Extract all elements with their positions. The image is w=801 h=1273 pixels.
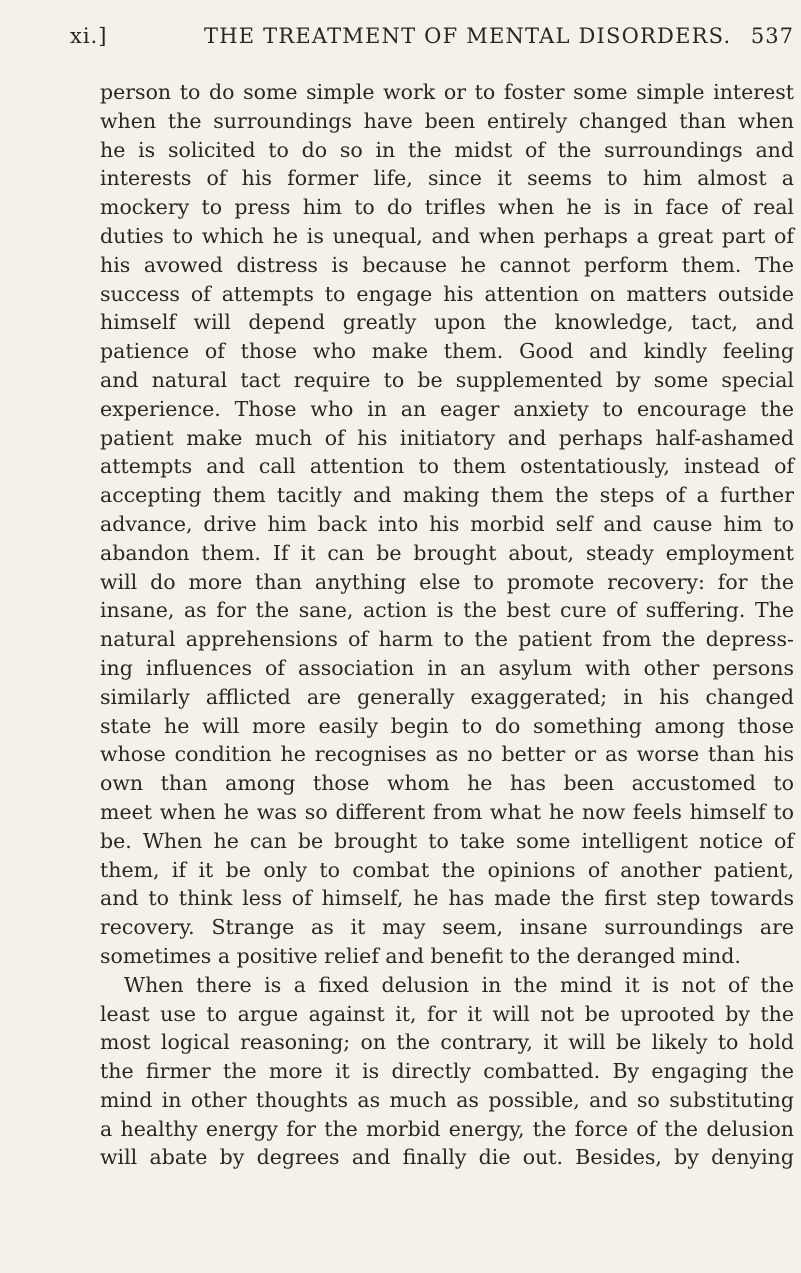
text-line: mockery to press him to do trifles when he is in face of real [100, 195, 794, 220]
text-line: attempts and call attention to them ostentatiously, instead of [100, 454, 794, 479]
text-line: sometimes a positive relief and benefit to the deranged mind. [100, 943, 741, 968]
text-line: whose condition he recognises as no better or as worse than his [100, 742, 794, 767]
text-line: natural apprehensions of harm to the patient from the depress- [100, 627, 794, 652]
text-line: interests of his former life, since it seems to him almost a [100, 166, 794, 191]
running-title: THE TREATMENT OF MENTAL DISORDERS. [204, 24, 732, 48]
text-line: insane, as for the sane, action is the best cure of suffering. The [100, 598, 794, 623]
text-line: accepting them tacitly and making them the steps of a further [100, 483, 794, 508]
text-line: a healthy energy for the morbid energy, the force of the delusion [100, 1116, 794, 1141]
text-line: mind in other thoughts as much as possible, and so substituting [100, 1087, 794, 1112]
text-line: When there is a fixed delusion in the mind it is not of the [124, 972, 794, 997]
chapter-number: xi.] [70, 24, 108, 48]
text-line: success of attempts to engage his attention on matters outside [100, 281, 794, 306]
text-line: state he will more easily begin to do something among those [100, 713, 794, 738]
page-number: 537 [750, 24, 794, 48]
text-line: be. When he can be brought to take some intelligent notice of [100, 828, 794, 853]
text-line: ing influences of association in an asylum with other persons [100, 655, 794, 680]
text-line: meet when he was so different from what he now feels himself to [100, 799, 794, 824]
running-header [70, 24, 800, 58]
text-line: person to do some simple work or to foster some simple interest [100, 80, 794, 104]
text-line: will abate by degrees and finally die out. Besides, by denying [100, 1145, 794, 1170]
text-line: and to think less of himself, he has made the first step towards [100, 886, 794, 911]
text-line: the firmer the more it is directly combatted. By engaging the [100, 1059, 794, 1084]
text-line: least use to argue against it, for it will not be uprooted by the [100, 1001, 794, 1026]
text-line: patient make much of his initiatory and perhaps half-ashamed [100, 425, 794, 450]
text-line: own than among those whom he has been accustomed to [100, 771, 794, 796]
body-text [100, 78, 794, 1172]
text-line: similarly afflicted are generally exaggerated; in his changed [100, 684, 794, 709]
text-line: recovery. Strange as it may seem, insane surroundings are [100, 915, 794, 940]
text-line: patience of those who make them. Good and kindly feeling [100, 339, 794, 364]
text-line: he is solicited to do so in the midst of the surroundings and [100, 137, 794, 162]
text-line: and natural tact require to be supplemented by some special [100, 367, 794, 392]
text-line: his avowed distress is because he cannot perform them. The [100, 252, 794, 277]
text-line: experience. Those who in an eager anxiety to encourage the [100, 396, 794, 421]
text-line: himself will depend greatly upon the knowledge, tact, and [100, 310, 794, 335]
text-line: most logical reasoning; on the contrary, it will be likely to hold [100, 1030, 794, 1055]
text-line: advance, drive him back into his morbid self and cause him to [100, 511, 794, 536]
text-line: abandon them. If it can be brought about, steady employment [100, 540, 794, 565]
text-line: them, if it be only to combat the opinions of another patient, [100, 857, 794, 882]
text-line: when the surroundings have been entirely changed than when [100, 108, 794, 133]
text-line: will do more than anything else to promote recovery: for the [100, 569, 794, 594]
text-line: duties to which he is unequal, and when perhaps a great part of [100, 223, 794, 248]
